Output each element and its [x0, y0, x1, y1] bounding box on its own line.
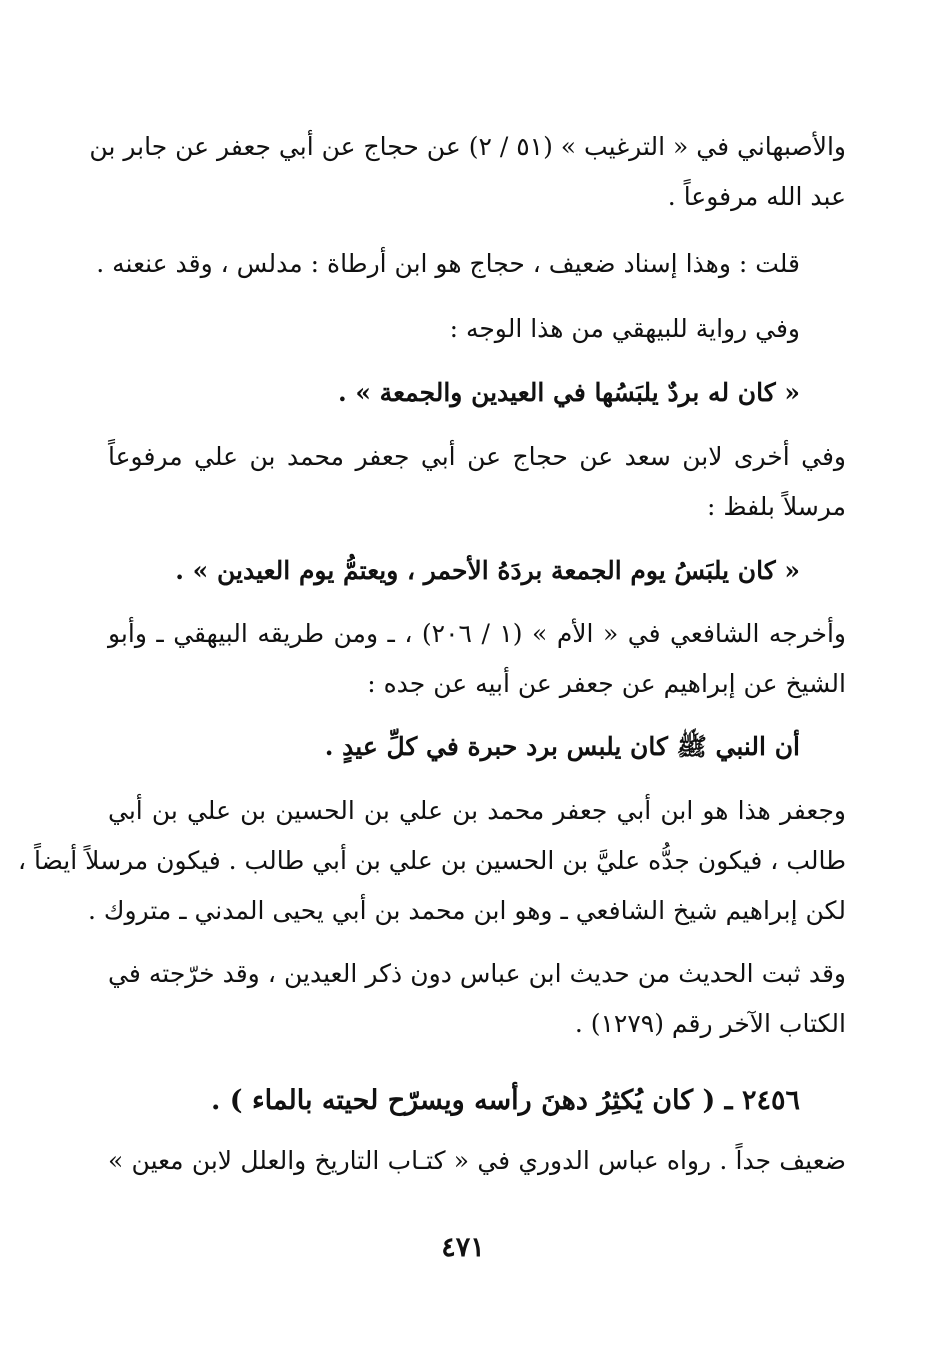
text-line: عبد الله مرفوعاً . [667, 182, 846, 211]
hadith-quote: أن النبي ﷺ كان يلبس برد حبرة في كلِّ عيدٍ . [324, 732, 800, 761]
text-line: طالب ، فيكون جدُّه عليَّ بن الحسين بن علي بن أبي طالب . فيكون مرسلاً أيضاً ، [17, 846, 846, 875]
text-line: وأخرجه الشافعي في « الأم » (١ / ٢٠٦) ، ـ ومن طريقه البيهقي ـ وأبو [108, 619, 847, 648]
page-number: ٤٧١ [441, 1232, 485, 1263]
text-line: والأصبهاني في « الترغيب » (٥١ / ٢) عن حجاج عن أبي جعفر عن جابر بن [89, 132, 846, 161]
text-line: وجعفر هذا هو ابن أبي جعفر محمد بن علي بن الحسين بن علي بن أبي [108, 796, 846, 825]
hadith-heading: ٢٤٥٦ ـ ( كان يُكثِرُ دهنَ رأسه ويسرّح لحيته بالماء ) . [211, 1085, 800, 1116]
text-line: وفي أخرى لابن سعد عن حجاج عن أبي جعفر محمد بن علي مرفوعاً [108, 442, 846, 471]
text-line: مرسلاً بلفظ : [707, 492, 846, 521]
hadith-quote: « كان يلبَسُ يوم الجمعة بردَهُ الأحمر ، ويعتمُّ يوم العيدين » . [175, 556, 800, 585]
text-line: وقد ثبت الحديث من حديث ابن عباس دون ذكر العيدين ، وقد خرّجته في [108, 959, 846, 988]
text-line: لكن إبراهيم شيخ الشافعي ـ وهو ابن محمد بن أبي يحيى المدني ـ متروك . [87, 896, 846, 925]
text-line: وفي رواية للبيهقي من هذا الوجه : [449, 314, 800, 343]
text-line: الكتاب الآخر رقم (١٢٧٩) . [574, 1009, 846, 1038]
text-line: قلت : وهذا إسناد ضعيف ، حجاج هو ابن أرطاة : مدلس ، وقد عنعنه . [96, 249, 800, 278]
text-line: الشيخ عن إبراهيم عن جعفر عن أبيه عن جده : [367, 669, 846, 698]
hadith-quote: « كان له بردٌ يلبَسُها في العيدين والجمعة » . [337, 378, 800, 407]
text-line: ضعيف جداً . رواه عباس الدوري في « كتـاب التاريخ والعلل لابن معين » [108, 1146, 846, 1175]
